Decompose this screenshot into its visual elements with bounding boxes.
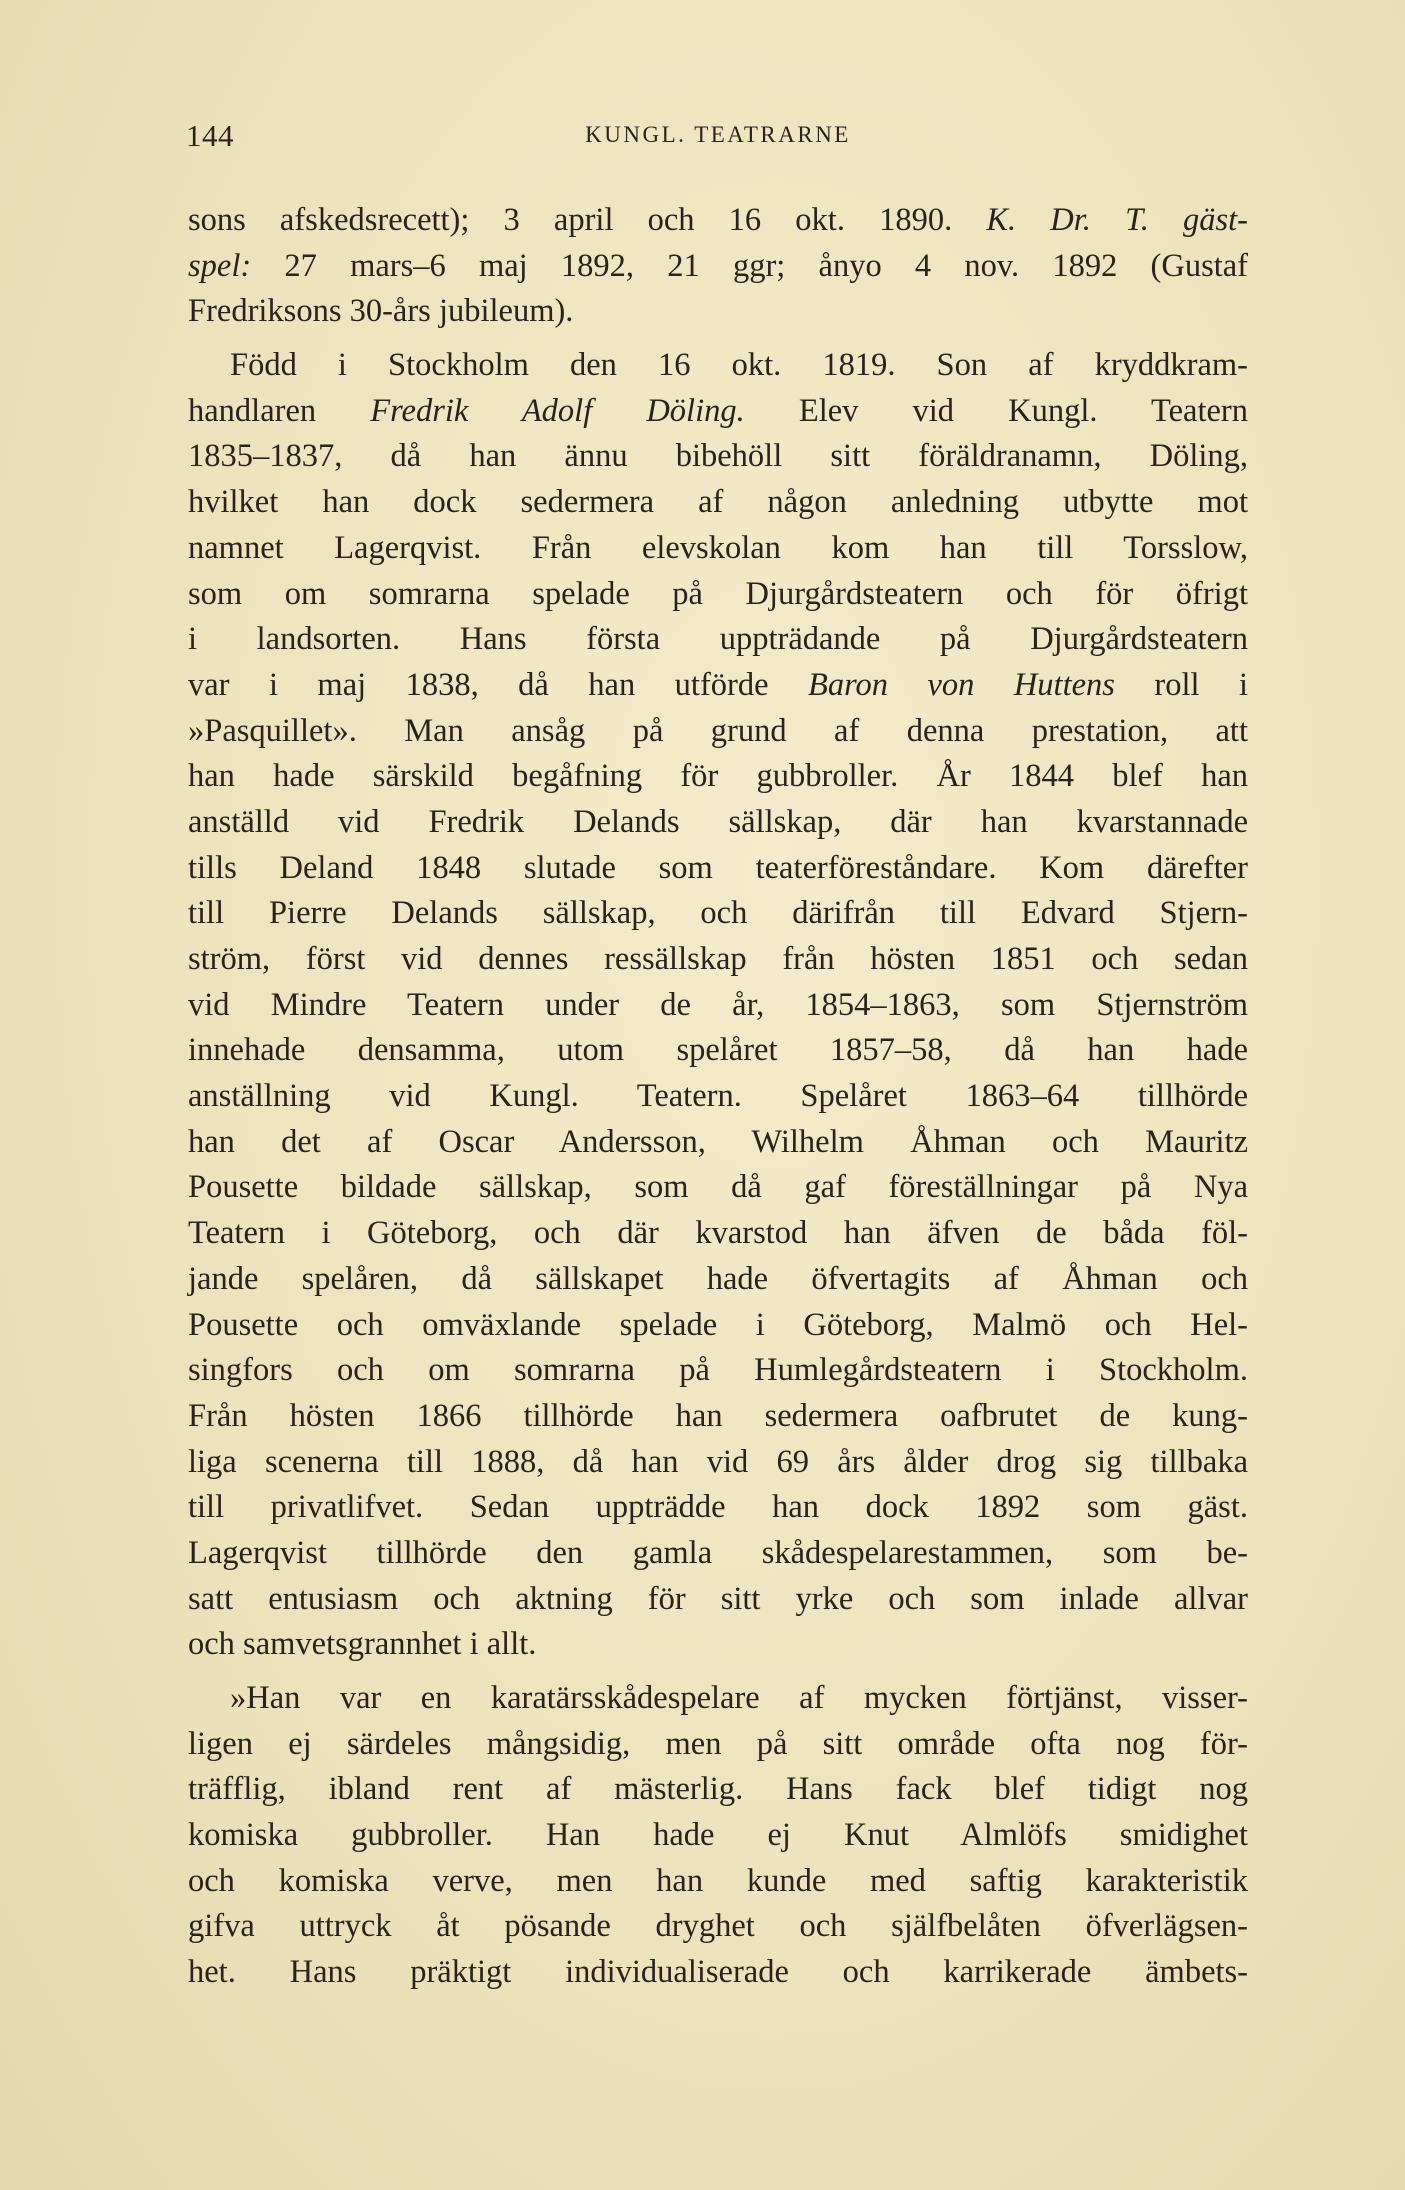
text-run: till privatlifvet. Sedan uppträdde han dock 1892 som gäst. xyxy=(188,1489,1248,1526)
text-run: han det af Oscar Andersson, Wilhelm Åhman och Mauritz xyxy=(188,1123,1248,1160)
text-line xyxy=(188,1028,1248,1074)
text-run: till Pierre Delands sällskap, och därifrån till Edvard Stjern- xyxy=(188,895,1248,932)
text-run: han hade särskild begåfning för gubbroller. År 1844 blef han xyxy=(188,758,1248,795)
text-line xyxy=(188,937,1248,983)
text-run: roll i xyxy=(1114,666,1248,703)
text-line xyxy=(188,983,1248,1029)
text-line xyxy=(188,1211,1248,1257)
text-run: ligen ej särdeles mångsidig, men på sitt område ofta nog för- xyxy=(188,1725,1248,1762)
book-page xyxy=(188,112,1248,1996)
text-line xyxy=(188,480,1248,526)
text-line xyxy=(188,526,1248,572)
text-line xyxy=(188,846,1248,892)
text-line xyxy=(188,244,1248,290)
text-line xyxy=(188,1348,1248,1394)
text-run: Teatern i Göteborg, och där kvarstod han äfven de båda föl- xyxy=(188,1215,1248,1252)
text-line xyxy=(188,1440,1248,1486)
text-run: satt entusiasm och aktning för sitt yrke och som inlade allvar xyxy=(188,1580,1248,1617)
text-run: Pousette bildade sällskap, som då gaf föreställningar på Nya xyxy=(188,1169,1248,1206)
text-run: anställd vid Fredrik Delands sällskap, där han kvarstannade xyxy=(188,803,1248,840)
text-run: Född i Stockholm den 16 okt. 1819. Son af kryddkram- xyxy=(230,347,1248,384)
text-line xyxy=(188,1165,1248,1211)
text-line xyxy=(188,1257,1248,1303)
text-run: gifva uttryck åt pösande dryghet och själfbelåten öfverlägsen- xyxy=(188,1908,1248,1945)
text-run: het. Hans präktigt individualiserade och karrikerade ämbets- xyxy=(188,1954,1248,1991)
text-run: var i maj 1838, då han utförde xyxy=(188,666,808,703)
text-run: namnet Lagerqvist. Från elevskolan kom han till Torsslow, xyxy=(188,529,1248,566)
text-line xyxy=(188,754,1248,800)
text-run: komiska gubbroller. Han hade ej Knut Almlöfs smidighet xyxy=(188,1817,1248,1854)
text-line xyxy=(188,1904,1248,1950)
text-line xyxy=(188,1676,1248,1722)
text-run: tills Deland 1848 slutade som teaterföreståndare. Kom därefter xyxy=(188,849,1248,886)
text-line xyxy=(188,289,1248,335)
text-line xyxy=(188,1767,1248,1813)
text-run: Elev vid Kungl. Teatern xyxy=(744,392,1248,429)
text-line xyxy=(188,572,1248,618)
text-run: Fredriksons 30-års jubileum). xyxy=(188,293,574,330)
paragraph-1 xyxy=(188,198,1248,335)
text-line xyxy=(188,434,1248,480)
text-line xyxy=(188,1577,1248,1623)
paragraph-2 xyxy=(188,343,1248,1668)
text-run: vid Mindre Teatern under de år, 1854–1863, som Stjernström xyxy=(188,986,1248,1023)
text-run: och samvetsgrannhet i allt. xyxy=(188,1626,537,1663)
text-run: i landsorten. Hans första uppträdande på Djurgårdsteatern xyxy=(188,621,1248,658)
text-line xyxy=(188,1813,1248,1859)
text-line xyxy=(188,1859,1248,1905)
text-line xyxy=(188,1485,1248,1531)
text-run: hvilket han dock sedermera af någon anledning utbytte mot xyxy=(188,484,1248,521)
text-line xyxy=(188,1303,1248,1349)
running-header xyxy=(188,112,1248,162)
text-line xyxy=(188,1622,1248,1668)
italic-text: Fredrik Adolf Döling. xyxy=(370,392,745,429)
text-line xyxy=(188,1950,1248,1996)
text-line xyxy=(188,617,1248,663)
text-run: singfors och om somrarna på Humlegårdsteatern i Stockholm. xyxy=(188,1352,1248,1389)
text-line xyxy=(188,1120,1248,1166)
text-run: Lagerqvist tillhörde den gamla skådespelarestammen, som be- xyxy=(188,1534,1248,1571)
text-run: »Pasquillet». Man ansåg på grund af denna prestation, att xyxy=(188,712,1248,749)
text-run: 1835–1837, då han ännu bibehöll sitt föräldranamn, Döling, xyxy=(188,438,1248,475)
page-number: 144 xyxy=(186,118,234,153)
paragraph-3 xyxy=(188,1676,1248,1996)
text-run: ström, först vid dennes ressällskap från hösten 1851 och sedan xyxy=(188,941,1248,977)
text-run: som om somrarna spelade på Djurgårdsteatern och för öfrigt xyxy=(188,575,1248,612)
text-run: Från hösten 1866 tillhörde han sedermera oafbrutet de kung- xyxy=(188,1397,1248,1434)
text-run: träfflig, ibland rent af mästerlig. Hans fack blef tidigt nog xyxy=(188,1771,1248,1808)
text-line xyxy=(188,1531,1248,1577)
text-line xyxy=(188,389,1248,435)
text-line xyxy=(188,198,1248,244)
text-run: sons afskedsrecett); 3 april och 16 okt. 1890. xyxy=(188,202,987,238)
text-line xyxy=(188,709,1248,755)
text-line xyxy=(188,1074,1248,1120)
running-title: KUNGL. TEATRARNE xyxy=(585,122,851,147)
text-run: anställning vid Kungl. Teatern. Spelåret 1863–64 tillhörde xyxy=(188,1078,1248,1115)
text-run: liga scenerna till 1888, då han vid 69 års ålder drog sig tillbaka xyxy=(188,1443,1248,1480)
text-line xyxy=(188,663,1248,709)
text-run: Pousette och omväxlande spelade i Göteborg, Malmö och Hel- xyxy=(188,1306,1248,1343)
text-run: jande spelåren, då sällskapet hade öfvertagits af Åhman och xyxy=(188,1260,1248,1297)
text-line xyxy=(188,1394,1248,1440)
italic-text: spel: xyxy=(188,247,252,284)
italic-text: Baron von Huttens xyxy=(807,666,1115,703)
text-line xyxy=(188,343,1248,389)
text-line xyxy=(188,891,1248,937)
text-run: »Han var en karatärsskådespelare af mycken förtjänst, visser- xyxy=(230,1680,1248,1716)
text-run: och komiska verve, men han kunde med saftig karakteristik xyxy=(188,1862,1248,1899)
text-run: 27 mars–6 maj 1892, 21 ggr; ånyo 4 nov. 1892 (Gustaf xyxy=(251,247,1248,284)
body-text xyxy=(188,198,1248,1996)
text-line xyxy=(188,1722,1248,1768)
text-run: innehade densamma, utom spelåret 1857–58, då han hade xyxy=(188,1032,1248,1069)
text-run: handlaren xyxy=(188,392,371,429)
text-line xyxy=(188,800,1248,846)
italic-text: K. Dr. T. gäst- xyxy=(986,202,1248,238)
